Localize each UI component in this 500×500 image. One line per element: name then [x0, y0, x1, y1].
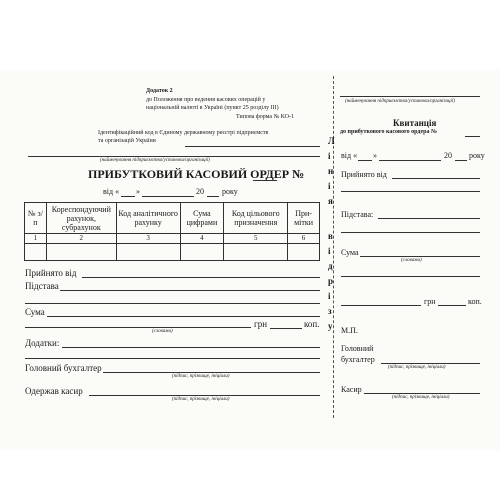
receipt-kop-label: коп. [468, 297, 482, 306]
uah-label: грн [254, 319, 268, 329]
cut-letter: я [328, 196, 333, 206]
receipt-stamp-label: М.П. [341, 326, 358, 335]
kop-line [270, 328, 302, 329]
column-header-no: № з/п [25, 203, 47, 234]
order-year-line [207, 196, 219, 197]
table-cell[interactable] [46, 244, 116, 261]
form-number: Типова форма № КО-1 [236, 114, 294, 120]
cut-letter: і [328, 151, 331, 161]
attachments-label: Додатки: [25, 338, 60, 348]
basis-line-2 [25, 303, 320, 304]
chief-accountant-label: Головний бухгалтер [25, 363, 102, 373]
basis-label: Підстава [25, 281, 59, 291]
receipt-organization-caption: (найменування підприємства/установи/організації) [345, 99, 455, 104]
receipt-date-year: 20 [444, 151, 452, 160]
kop-label: коп. [304, 319, 320, 329]
receipt-basis-line-2 [341, 232, 480, 233]
receipt-received-from-label: Прийнято від [341, 170, 387, 179]
cashier-label: Одержав касир [25, 386, 83, 396]
receipt-number-line [465, 136, 480, 137]
receipt-cashier-caption: (підпис, прізвище, ініціали) [392, 395, 450, 400]
receipt-sum-words-line [341, 276, 480, 277]
column-header-account: Кореспондуючий рахунок, субрахунок [46, 203, 116, 234]
column-header-analytic-code: Код аналітичного рахунку [116, 203, 180, 234]
receipt-sum-line [360, 256, 480, 257]
column-number: 2 [46, 234, 116, 244]
cut-letter: н [328, 166, 334, 176]
receipt-sum-label: Сума [341, 248, 359, 257]
sum-words-caption: (словами) [152, 329, 173, 334]
edrpou-label-1: Ідентифікаційний код в Єдиному державному реєстрі підприємств [98, 130, 269, 136]
column-number: 1 [25, 234, 47, 244]
order-number-line [253, 180, 277, 181]
receipt-received-from-line [392, 178, 480, 179]
basis-line [60, 290, 320, 291]
receipt-received-from-line-2 [341, 191, 480, 192]
cut-letter: і [328, 246, 331, 256]
chief-accountant-caption: (підпис, прізвище, ініціали) [172, 374, 230, 379]
attachments-line [62, 347, 320, 348]
table-header-row [25, 203, 320, 234]
column-number: 3 [116, 234, 180, 244]
receipt-cashier-line [364, 393, 480, 394]
table-cell[interactable] [180, 244, 224, 261]
received-from-line [82, 277, 320, 278]
receipt-uah-label: грн [424, 297, 436, 306]
receipt-chief-accountant-label-1: Головний [341, 344, 374, 353]
table-cell[interactable] [116, 244, 180, 261]
column-header-purpose-code: Код цільового призначення [224, 203, 288, 234]
receipt-sum-words-caption: (словами) [401, 258, 422, 263]
order-date-suffix: року [222, 187, 238, 196]
cut-letter: з [328, 306, 332, 316]
cut-letter: у [328, 321, 333, 331]
cut-letter: в [328, 231, 333, 241]
table-number-row [25, 234, 320, 244]
table-cell[interactable] [25, 244, 47, 261]
regulation-line-1: до Положення про ведення касових операцій у [146, 97, 266, 103]
cut-letter: д [328, 261, 333, 271]
sum-line [47, 316, 320, 317]
cut-letter: і [328, 291, 331, 301]
cut-letter: р [328, 276, 334, 286]
receipt-organization-line [340, 96, 480, 97]
table-entry-row [25, 244, 320, 261]
receipt-chief-accountant-caption: (підпис, прізвище, ініціали) [388, 365, 446, 370]
receipt-date-suffix: року [469, 151, 485, 160]
cut-letter: і [328, 181, 331, 191]
organization-line [28, 156, 320, 157]
organization-caption: (найменування підприємства/установи/організації) [100, 158, 210, 163]
receipt-chief-accountant-line [381, 363, 480, 364]
order-month-line [142, 196, 194, 197]
appendix-label: Додаток 2 [146, 88, 173, 94]
edrpou-label-2: та організацій України [98, 138, 156, 144]
sum-words-line [25, 327, 251, 328]
receipt-uah-line [341, 305, 421, 306]
receipt-date-quote: » [373, 151, 377, 160]
table-cell[interactable] [288, 244, 320, 261]
table-cell[interactable] [224, 244, 288, 261]
received-from-label: Прийнято від [25, 268, 77, 278]
receipt-title: Квитанція [393, 118, 437, 128]
order-date-year: 20 [196, 187, 204, 196]
column-number: 5 [224, 234, 288, 244]
edrpou-line [185, 146, 320, 147]
receipt-cashier-label: Касир [341, 385, 362, 394]
column-number: 4 [180, 234, 224, 244]
order-date-quote: » [136, 187, 140, 196]
column-header-sum: Сума цифрами [180, 203, 224, 234]
chief-accountant-line [103, 372, 320, 373]
receipt-date-from: від « [341, 151, 358, 160]
order-date-from: від « [103, 187, 120, 196]
column-header-notes: При-мітки [288, 203, 320, 234]
attachments-line-2 [25, 358, 320, 359]
receipt-day-line [358, 160, 372, 161]
order-table [24, 202, 320, 261]
cashier-line [89, 395, 320, 396]
order-title: ПРИБУТКОВИЙ КАСОВИЙ ОРДЕР № [88, 167, 305, 181]
regulation-line-2: національній валюті в Україні (пункт 25 розділу ІІІ) [146, 105, 279, 111]
order-day-line [121, 196, 135, 197]
cashier-caption: (підпис, прізвище, ініціали) [172, 397, 230, 402]
cut-letter: Л [328, 136, 335, 146]
column-number: 6 [288, 234, 320, 244]
receipt-subtitle: до прибуткового касового ордера № [340, 129, 437, 135]
receipt-chief-accountant-label-2: бухгалтер [341, 355, 375, 364]
receipt-kop-line [438, 305, 466, 306]
sum-label: Сума [25, 307, 45, 317]
cut-line [333, 76, 334, 418]
receipt-year-line [455, 160, 467, 161]
receipt-basis-line [378, 218, 480, 219]
receipt-basis-label: Підстава: [341, 210, 374, 219]
receipt-month-line [379, 160, 441, 161]
